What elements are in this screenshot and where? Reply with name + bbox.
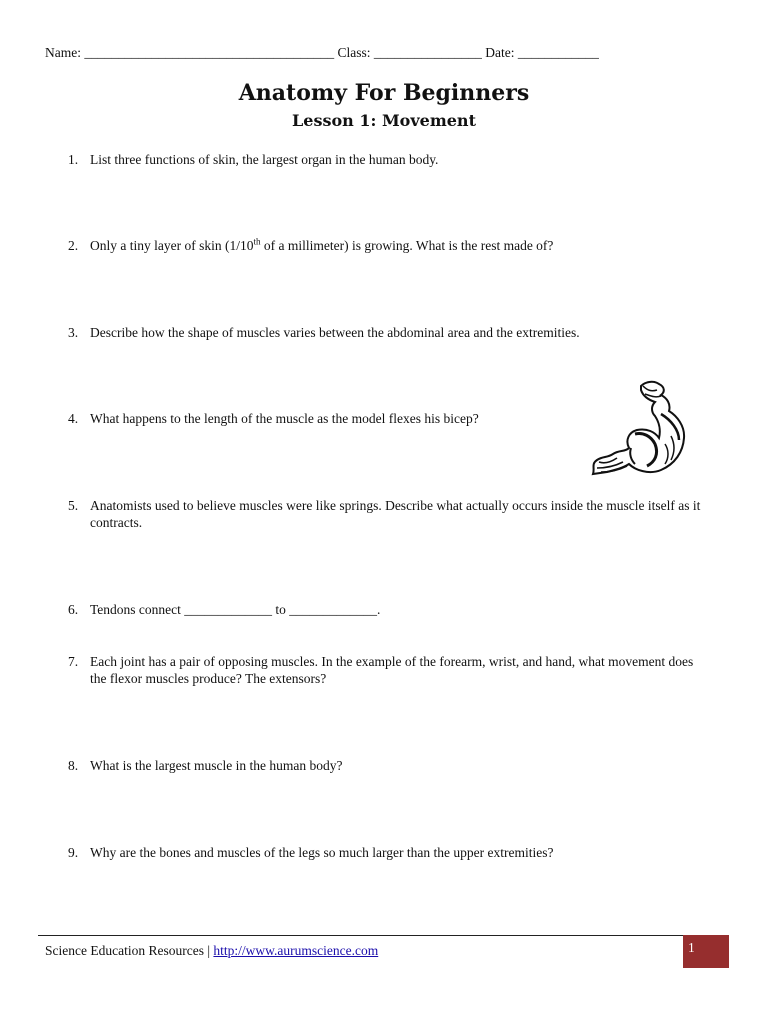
question-number: 6.: [68, 602, 79, 617]
question-text: Describe how the shape of muscles varies between the abdominal area and the extremities.: [90, 325, 580, 340]
page-number: 1: [688, 940, 695, 955]
question-text: Tendons connect _____________ to _____________.: [90, 602, 381, 617]
question-text: List three functions of skin, the largest organ in the human body.: [90, 152, 439, 167]
page-title: Anatomy For Beginners: [238, 80, 530, 106]
footer-divider: [38, 935, 683, 936]
question-text: Only a tiny layer of skin (1/10th of a millimeter) is growing. What is the rest made of?: [90, 236, 554, 253]
question-number: 1.: [68, 152, 79, 167]
date-field: Date: ____________: [485, 45, 599, 60]
question-number: 4.: [68, 411, 79, 426]
flexed-arm-icon: [585, 378, 695, 478]
question-text: Anatomists used to believe muscles were like springs. Describe what actually occurs inside the muscle itself as it contracts.: [90, 498, 701, 530]
footer-text: Science Education Resources |: [45, 943, 214, 958]
question-text: Why are the bones and muscles of the legs so much larger than the upper extremities?: [90, 845, 554, 860]
question-text: Each joint has a pair of opposing muscles. In the example of the forearm, wrist, and hand, what movement does the flexor muscles produce? The extensors?: [90, 654, 694, 686]
footer-link[interactable]: http://www.aurumscience.com: [213, 943, 379, 958]
footer: [45, 943, 378, 959]
question-text: What happens to the length of the muscle as the model flexes his bicep?: [90, 411, 479, 426]
class-field: Class: ________________: [337, 45, 482, 60]
question-number: 3.: [68, 325, 79, 340]
question-number: 2.: [68, 238, 79, 253]
worksheet-header: [45, 45, 599, 61]
page-number-badge: [683, 935, 729, 968]
question-number: 8.: [68, 758, 79, 773]
name-field: Name: _____________________________________: [45, 45, 335, 60]
question-number: 9.: [68, 845, 79, 860]
question-text: What is the largest muscle in the human body?: [90, 758, 343, 773]
page-subtitle: Lesson 1: Movement: [292, 111, 476, 130]
question-number: 5.: [68, 498, 79, 513]
question-number: 7.: [68, 654, 79, 669]
